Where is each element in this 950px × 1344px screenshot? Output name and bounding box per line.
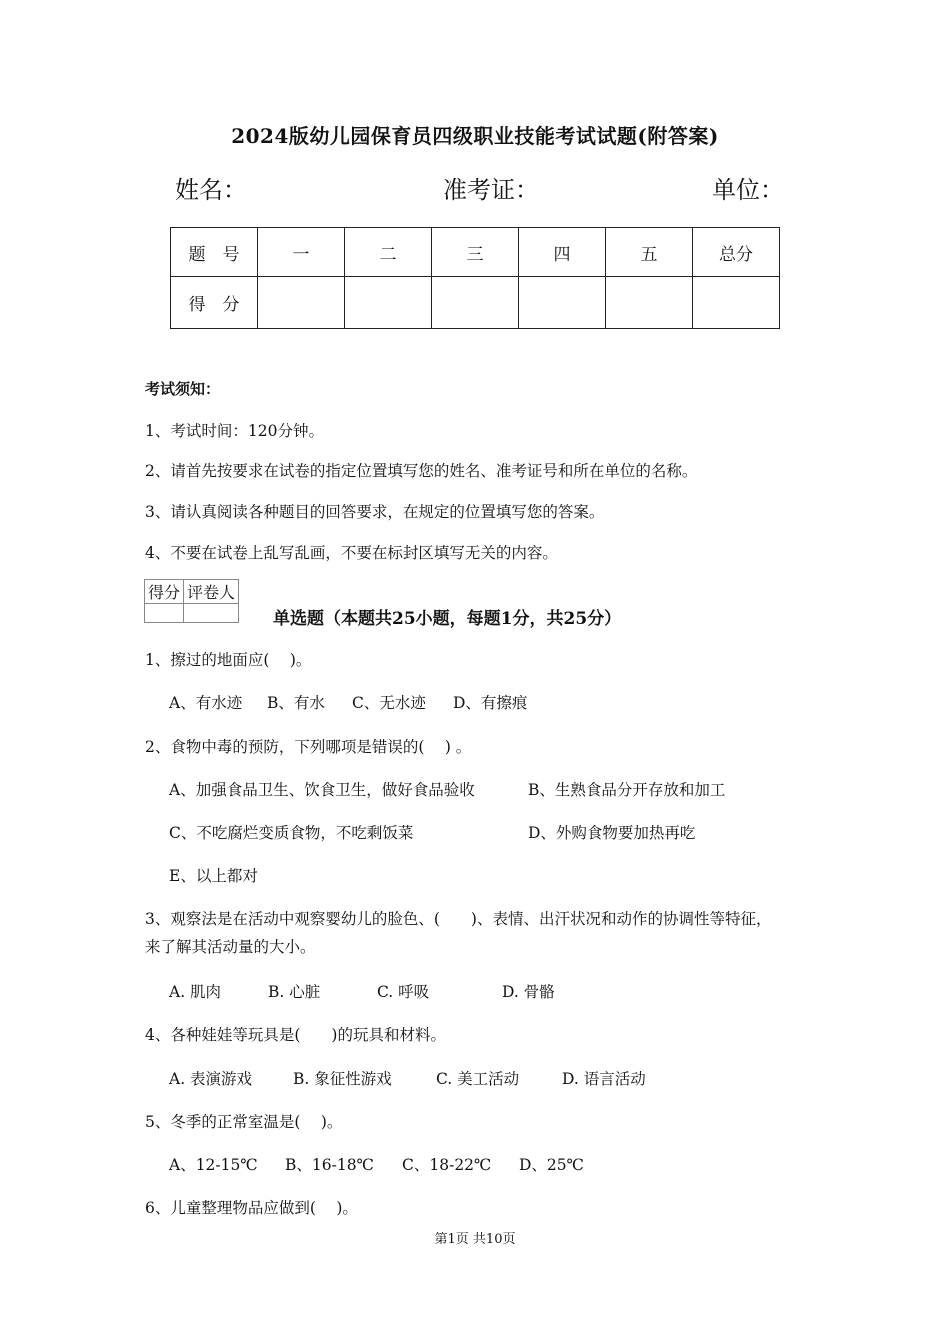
- document-title: 2024版幼儿园保育员四级职业技能考试试题(附答案): [231, 124, 719, 148]
- score-table-header-row: [171, 228, 780, 277]
- q3-option-b: B. 心脏: [268, 983, 321, 1001]
- q5-option-c: C、18-22℃: [402, 1156, 492, 1174]
- score-blank-4: [519, 277, 606, 329]
- score-blank-2: [345, 277, 432, 329]
- q5-option-d: D、25℃: [519, 1156, 584, 1174]
- q2-option-c: C、不吃腐烂变质食物，不吃剩饭菜: [169, 824, 414, 842]
- grader-reviewer-label: 评卷人: [184, 580, 239, 604]
- grader-box: [144, 579, 239, 623]
- question-6-stem: 6、儿童整理物品应做到( )。: [145, 1199, 358, 1217]
- score-cell-2: 二: [345, 228, 432, 277]
- q5-option-a: A、12-15℃: [169, 1156, 258, 1174]
- q1-option-c: C、无水迹: [352, 694, 426, 712]
- q1-option-b: B、有水: [267, 694, 325, 712]
- score-blank-total: [693, 277, 780, 329]
- section-title: 单选题（本题共25小题，每题1分，共25分）: [273, 609, 622, 629]
- notice-item-2: 2、请首先按要求在试卷的指定位置填写您的姓名、准考证号和所在单位的名称。: [145, 462, 698, 480]
- score-cell-3: 三: [432, 228, 519, 277]
- notice-item-1: 1、考试时间：120分钟。: [145, 422, 324, 440]
- q4-option-b: B. 象征性游戏: [293, 1070, 392, 1088]
- q2-option-d: D、外购食物要加热再吃: [528, 824, 696, 842]
- question-4-stem: 4、各种娃娃等玩具是( )的玩具和材料。: [145, 1026, 446, 1044]
- score-blank-5: [606, 277, 693, 329]
- score-table-score-row: [171, 277, 780, 329]
- score-cell-total: 总分: [693, 228, 780, 277]
- q4-option-a: A. 表演游戏: [169, 1070, 253, 1088]
- score-blank-3: [432, 277, 519, 329]
- q3-option-a: A. 肌肉: [169, 983, 222, 1001]
- notice-title: 考试须知：: [145, 380, 221, 398]
- score-cell-4: 四: [519, 228, 606, 277]
- q1-option-d: D、有擦痕: [453, 694, 528, 712]
- question-1-stem: 1、擦过的地面应( )。: [145, 651, 312, 669]
- question-2-stem: 2、食物中毒的预防，下列哪项是错误的( ) 。: [145, 738, 472, 756]
- q2-option-a: A、加强食品卫生、饮食卫生，做好食品验收: [169, 781, 475, 799]
- grader-score-label: 得分: [145, 580, 184, 604]
- q3-option-d: D. 骨骼: [502, 983, 555, 1001]
- q1-option-a: A、有水迹: [169, 694, 243, 712]
- score-cell-1: 一: [258, 228, 345, 277]
- notice-item-3: 3、请认真阅读各种题目的回答要求，在规定的位置填写您的答案。: [145, 503, 605, 521]
- name-field-label: 姓名：: [175, 176, 247, 204]
- question-5-stem: 5、冬季的正常室温是( )。: [145, 1113, 343, 1131]
- notice-item-4: 4、不要在试卷上乱写乱画，不要在标封区填写无关的内容。: [145, 544, 558, 562]
- q5-option-b: B、16-18℃: [285, 1156, 374, 1174]
- score-row-label: 得 分: [171, 277, 258, 329]
- grader-score-blank: [145, 604, 184, 623]
- score-cell-label: 题 号: [171, 228, 258, 277]
- question-3-stem-line-2: 来了解其活动量的大小。: [145, 938, 316, 956]
- score-blank-1: [258, 277, 345, 329]
- page-footer: 第1页 共10页: [434, 1232, 516, 1247]
- unit-field-label: 单位：: [712, 176, 784, 204]
- q2-option-e: E、以上都对: [169, 867, 258, 885]
- score-table: [170, 227, 780, 329]
- exam-id-field-label: 准考证：: [443, 176, 539, 204]
- q4-option-c: C. 美工活动: [436, 1070, 520, 1088]
- score-cell-5: 五: [606, 228, 693, 277]
- q2-option-b: B、生熟食品分开存放和加工: [528, 781, 726, 799]
- question-3-stem-line-1: 3、观察法是在活动中观察婴幼儿的脸色、( )、表情、出汗状况和动作的协调性等特征，: [145, 910, 772, 928]
- grader-reviewer-blank: [184, 604, 239, 623]
- q4-option-d: D. 语言活动: [562, 1070, 646, 1088]
- q3-option-c: C. 呼吸: [377, 983, 430, 1001]
